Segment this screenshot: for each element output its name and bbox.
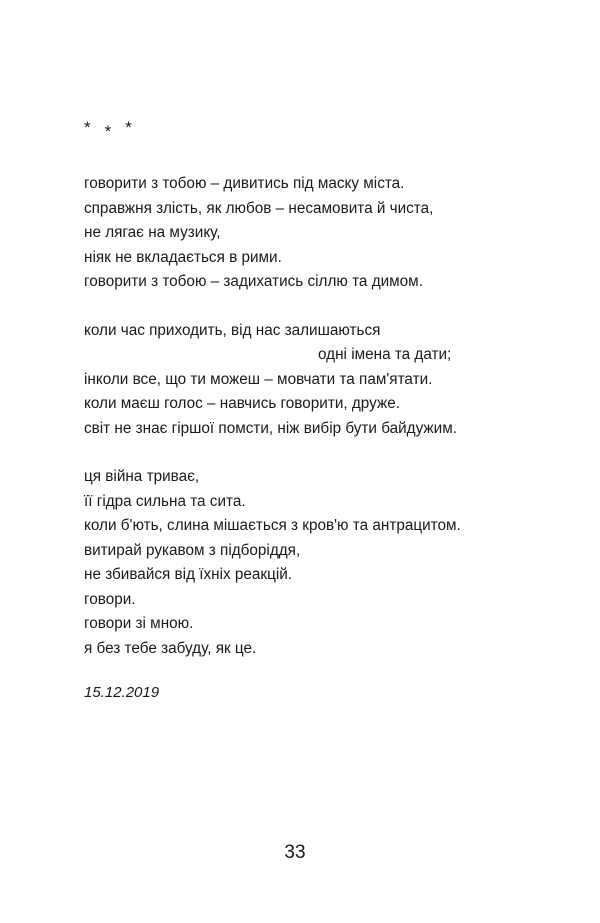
- stanza-2: [84, 319, 461, 442]
- poem-line: ніяк не вкладається в рими.: [84, 248, 282, 266]
- poem-line: її гідра сильна та сита.: [84, 492, 246, 510]
- poem-date: 15.12.2019: [84, 684, 160, 701]
- poem-line: інколи все, що ти можеш – мовчати та пам'ятати.: [84, 370, 433, 388]
- poem-line: не лягає на музику,: [84, 224, 221, 241]
- poem-line: витирай рукавом з підборіддя,: [84, 541, 301, 559]
- stanza-3: [84, 465, 461, 661]
- poem-line-indented: одні імена та дати;: [318, 346, 452, 363]
- poem-line: не збивайся від їхніх реакцій.: [84, 566, 293, 583]
- poem-line: коли б'ють, слина мішається з кров'ю та антрацитом.: [84, 517, 461, 534]
- poem-line: говорити з тобою – задихатись сіллю та димом.: [84, 273, 423, 290]
- stanza-1: [84, 172, 461, 295]
- poem-line: коли маєш голос – навчись говорити, друже.: [84, 395, 400, 412]
- poem-line: говори зі мною.: [84, 615, 194, 632]
- poem-line: я без тебе забуду, як це.: [84, 639, 257, 657]
- poem-line: справжня злість, як любов – несамовита й чиста,: [84, 199, 434, 217]
- poem-line: говорити з тобою – дивитись під маску міста.: [84, 175, 405, 192]
- poem-line: говори.: [84, 590, 136, 608]
- asterisk: *: [125, 118, 132, 137]
- poem: [84, 172, 461, 685]
- poem-line: коли час приходить, від нас залишаються: [84, 321, 381, 339]
- section-separator: [84, 118, 146, 141]
- asterisk: *: [84, 118, 91, 137]
- poem-line: світ не знає гіршої помсти, ніж вибір бути байдужим.: [84, 419, 457, 437]
- asterisk: *: [104, 122, 112, 141]
- poem-line: ця війна триває,: [84, 468, 200, 485]
- page-number: 33: [284, 842, 306, 863]
